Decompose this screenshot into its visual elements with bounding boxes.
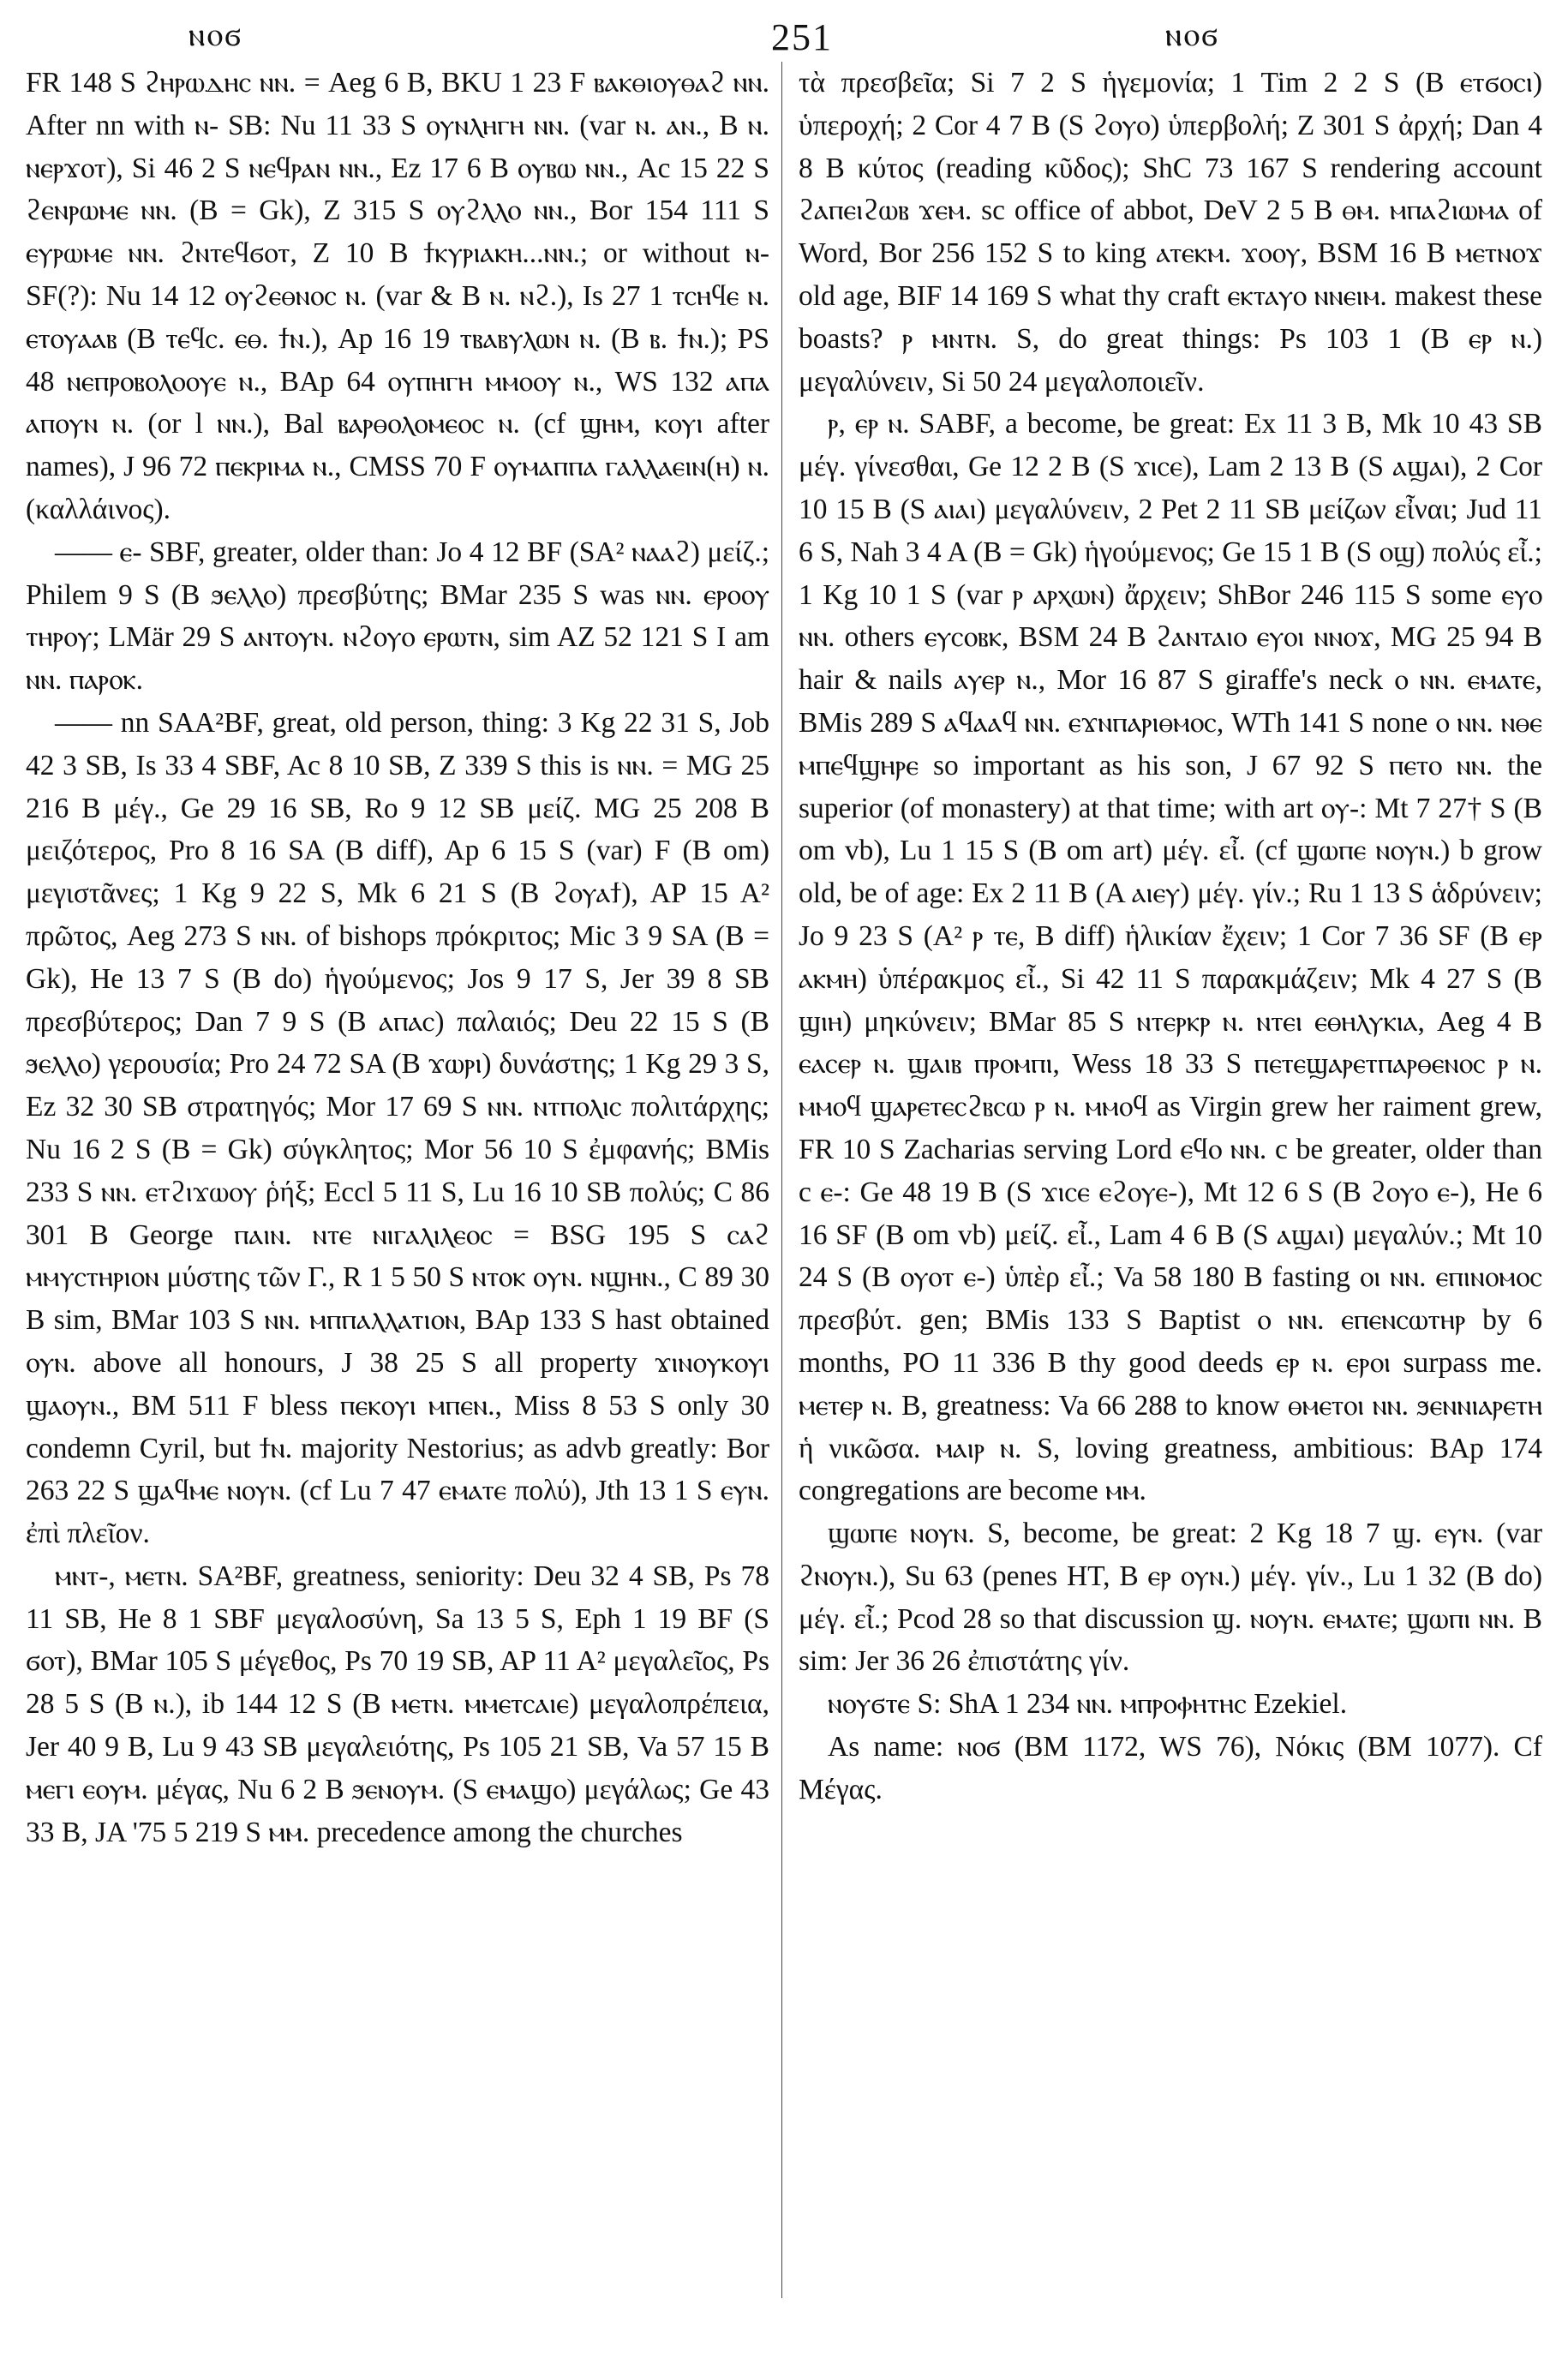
entry-paragraph: —— nn SAA²BF, great, old person, thing: 3 Kg 22 31 S, Job 42 3 SB, Is 33 4 SBF, Ac 8 10 SB, Z 339 S this is ⲛⲛ. = MG 25 216 B μέγ., Ge 29 16 SB, Ro 9 12 SB μείζ. MG 25 208 B μειζότερος, Pro 8 16 SA (B diff), Ap 6 15 S (var) F (B om) μεγιστᾶνες; 1 Kg 9 22 S, Mk 6 21 S (B ϩⲟⲩⲁϯ), AP 15 A² πρῶτος, Aeg 273 S ⲛⲛ. of bishops πρόκριτος; Mic 3 9 SA (B = Gk), He 13 7 S (B do) ἡγούμενος; Jos 9 17 S, Jer 39 8 SB πρεσβύτερος; Dan 7 9 S (B ⲁⲡⲁⲥ) παλαιός; Deu 22 15 S (B ϧⲉⲗⲗⲟ) γερουσία; Pro 24 72 SA (B ϫⲱⲣⲓ) δυνάστης; 1 Kg 29 3 S, Ez 32 30 SB στρατηγός; Mor 17 69 S ⲛⲛ. ⲛⲧⲡⲟⲗⲓⲥ πολιτάρχης; Nu 16 2 S (B = Gk) σύγκλητος; Mor 56 10 S ἐμφανής; BMis 233 S ⲛⲛ. ⲉⲧϩⲓϫⲱⲟⲩ ῥήξ; Eccl 5 11 S, Lu 16 10 SB πολύς; C 86 301 B George ⲡⲁⲓⲛ. ⲛⲧⲉ ⲛⲓⲅⲁⲗⲓⲗⲉⲟⲥ = BSG 195 S ⲥⲁϩ ⲙⲙⲩⲥⲧⲏⲣⲓⲟⲛ μύστης τῶν Γ., R 1 5 50 S ⲛⲧⲟⲕ ⲟⲩⲛ. ⲛϣⲏⲛ., C 89 30 B sim, BMar 103 S ⲛⲛ. ⲙⲡⲡⲁⲗⲗⲁⲧⲓⲟⲛ, BAp 133 S hast obtained ⲟⲩⲛ. above all honours, J 38 25 S all property ϫⲓⲛⲟⲩⲕⲟⲩⲓ ϣⲁⲟⲩⲛ., BM 511 F bless ⲡⲉⲕⲟⲩⲓ ⲙⲡⲉⲛ., Miss 8 53 S only 30 condemn Cyril, but ϯⲛ. majority Nestorius; as advb greatly: Bor 263 22 S ϣⲁϥⲙⲉ ⲛⲟⲩⲛ. (cf Lu 7 47 ⲉⲙⲁⲧⲉ πολύ), Jth 13 1 S ⲉⲩⲛ. ἐπὶ πλεῖον.	[26, 706, 769, 1550]
entry-paragraph: ⲙⲛⲧ-, ⲙⲉⲧⲛ. SA²BF, greatness, seniority: Deu 32 4 SB, Ps 78 11 SB, He 8 1 SBF μεγαλοσύνη, Sa 13 5 S, Eph 1 19 BF (S ϭⲟⲧ), BMar 105 S μέγεθος, Ps 70 19 SB, AP 11 A² μεγαλεῖος, Ps 28 5 S (B ⲛ.), ib 144 12 S (B ⲙⲉⲧⲛ. ⲙⲙⲉⲧⲥⲁⲓⲉ) μεγαλοπρέπεια, Jer 40 9 B, Lu 9 43 SB μεγαλειότης, Ps 105 21 SB, Va 57 15 B ⲙⲉⲅⲓ ⲉⲟⲩⲙ. μέγας, Nu 6 2 B ϧⲉⲛⲟⲩⲙ. (S ⲉⲙⲁϣⲟ) μεγάλως; Ge 43 33 B, JA '75 5 219 S ⲙⲙ. precedence among the churches	[26, 1560, 769, 1848]
entry-paragraph: τὰ πρεσβεῖα; Si 7 2 S ἡγεμονία; 1 Tim 2 2 S (B ⲉⲧϭⲟⲥⲓ) ὑπεροχή; 2 Cor 4 7 B (S ϩⲟⲩⲟ) ὑπερβολή; Z 301 S ἀρχή; Dan 4 8 B κύτος (reading κῦδος); ShC 73 167 S rendering account ϩⲁⲡⲉⲓϩⲱⲃ ϫⲉⲙ. sc office of abbot, DeV 2 5 B ⲑⲙ. ⲙⲡⲁϩⲓⲱⲙⲁ of Word, Bor 256 152 S to king ⲁⲧⲉⲕⲙ. ϫⲟⲟⲩ, BSM 16 B ⲙⲉⲧⲛⲟϫ old age, BIF 14 169 S what thy craft ⲉⲕⲧⲁⲩⲟ ⲛⲛⲉⲓⲙ. makest these boasts? ⲣ ⲙⲛⲧⲛ. S, do great things: Ps 103 1 (B ⲉⲣ ⲛ.) μεγαλύνειν, Si 50 24 μεγαλοποιεῖν.	[799, 67, 1542, 398]
entry-paragraph: ⲛⲟⲩϭⲧⲉ S: ShA 1 234 ⲛⲛ. ⲙⲡⲣⲟⲫⲏⲧⲏⲥ Ezekiel.	[828, 1688, 1348, 1721]
column-divider	[781, 62, 782, 2298]
entry-paragraph: ⲣ, ⲉⲣ ⲛ. SABF, a become, be great: Ex 11 3 B, Mk 10 43 SB μέγ. γίνεσθαι, Ge 12 2 B (S ϫⲓⲥⲉ), Lam 2 13 B (S ⲁϣⲁⲓ), 2 Cor 10 15 B (S ⲁⲓⲁⲓ) μεγαλύνειν, 2 Pet 2 11 SB μείζων εἶναι; Jud 11 6 S, Nah 3 4 A (B = Gk) ἡγούμενος; Ge 15 1 B (S ⲟϣ) πολύς εἶ.; 1 Kg 10 1 S (var ⲣ ⲁⲣⲭⲱⲛ) ἄρχειν; ShBor 246 115 S some ⲉⲩⲟ ⲛⲛ. others ⲉⲩⲥⲟⲃⲕ, BSM 24 B ϩⲁⲛⲧⲁⲓⲟ ⲉⲩⲟⲓ ⲛⲛⲟϫ, MG 25 94 B hair & nails ⲁⲩⲉⲣ ⲛ., Mor 16 87 S giraffe's neck ⲟ ⲛⲛ. ⲉⲙⲁⲧⲉ, BMis 289 S ⲁϥⲁⲁϥ ⲛⲛ. ⲉϫⲛⲡⲁⲣⲓⲑⲙⲟⲥ, WTh 141 S none ⲟ ⲛⲛ. ⲛⲑⲉ ⲙⲡⲉϥϣⲏⲣⲉ so important as his son, J 67 92 S ⲡⲉⲧⲟ ⲛⲛ. the superior (of monastery) at that time; with art ⲟⲩ-: Mt 7 27† S (B om vb), Lu 1 15 S (B om art) μέγ. εἶ. (cf ϣⲱⲡⲉ ⲛⲟⲩⲛ.) b grow old, be of age: Ex 2 11 B (A ⲁⲓⲉⲩ) μέγ. γίν.; Ru 1 13 S ἁδρύνειν; Jo 9 23 S (A² ⲣ ⲧⲉ, B diff) ἡλικίαν ἔχειν; 1 Cor 7 36 SF (B ⲉⲣ ⲁⲕⲙⲏ) ὑπέρακμος εἶ., Si 42 11 S παρακμάζειν; Mk 4 27 S (B ϣⲓⲏ) μηκύνειν; BMar 85 S ⲛⲧⲉⲣⲕⲣ ⲛ. ⲛⲧⲉⲓ ⲉⲑⲏⲗⲩⲕⲓⲁ, Aeg 4 B ⲉⲁⲥⲉⲣ ⲛ. ϣⲁⲓⲃ ⲡⲣⲟⲙⲡⲓ, Wess 18 33 S ⲡⲉⲧⲉϣⲁⲣⲉⲧⲡⲁⲣⲑⲉⲛⲟⲥ ⲣ ⲛ. ⲙⲙⲟϥ ϣⲁⲣⲉⲧⲉⲥϩⲃⲥⲱ ⲣ ⲛ. ⲙⲙⲟϥ as Virgin grew her raiment grew, FR 10 S Zacharias serving Lord ⲉϥⲟ ⲛⲛ. c be greater, older than c ⲉ-: Ge 48 19 B (S ϫⲓⲥⲉ ⲉϩⲟⲩⲉ-), Mt 12 6 S (B ϩⲟⲩⲟ ⲉ-), He 6 16 SF (B om vb) μείζ. εἶ., Lam 4 6 B (S ⲁϣⲁⲓ) μεγαλύν.; Mt 10 24 S (B ⲟⲩⲟⲧ ⲉ-) ὑπὲρ εἶ.; Va 58 180 B fasting ⲟⲓ ⲛⲛ. ⲉⲡⲓⲛⲟⲙⲟⲥ πρεσβύτ. gen; BMis 133 S Baptist ⲟ ⲛⲛ. ⲉⲡⲉⲛⲥⲱⲧⲏⲣ by 6 months, PO 11 336 B thy good deeds ⲉⲣ ⲛ. ⲉⲣⲟⲓ surpass me. ⲙⲉⲧⲉⲣ ⲛ. B, greatness: Va 66 288 to know ⲑⲙⲉⲧⲟⲓ ⲛⲛ. ϧⲉⲛⲛⲓⲁⲣⲉⲧⲏ ἡ νικῶσα. ⲙⲁⲓⲣ ⲛ. S, loving greatness, ambitious: BAp 174 congregations are become ⲙⲙ.	[799, 408, 1542, 1507]
entry-paragraph: —— ⲉ- SBF, greater, older than: Jo 4 12 BF (SA² ⲛⲁⲁϩ) μείζ.; Philem 9 S (B ϧⲉⲗⲗⲟ) πρεσβύτης; BMar 235 S was ⲛⲛ. ⲉⲣⲟⲟⲩ ⲧⲏⲣⲟⲩ; LMär 29 S ⲁⲛⲧⲟⲩⲛ. ⲛϩⲟⲩⲟ ⲉⲣⲱⲧⲛ, sim AZ 52 121 S I am ⲛⲛ. ⲡⲁⲣⲟⲕ.	[26, 536, 769, 697]
page-header	[26, 15, 1542, 58]
entry-paragraph: FR 148 S ϩⲏⲣⲱⲇⲏⲥ ⲛⲛ. = Aeg 6 B, BKU 1 23 F ⲃⲁⲕⲑⲓⲟⲩⲑⲁϩ ⲛⲛ. After nn with ⲛ- SB: Nu 11 33 S ⲟⲩⲛⲗⲏⲅⲏ ⲛⲛ. (var ⲛ. ⲁⲛ., B ⲛ. ⲛⲉⲣϫⲟⲧ), Si 46 2 S ⲛⲉϥⲣⲁⲛ ⲛⲛ., Ez 17 6 B ⲟⲩⲃⲱ ⲛⲛ., Ac 15 22 S ϩⲉⲛⲣⲱⲙⲉ ⲛⲛ. (B = Gk), Z 315 S ⲟⲩϩⲗⲗⲟ ⲛⲛ., Bor 154 111 S ⲉⲩⲣⲱⲙⲉ ⲛⲛ. ϩⲛⲧⲉϥϭⲟⲧ, Z 10 B ϯⲕⲩⲣⲓⲁⲕⲏ...ⲛⲛ.; or without ⲛ- SF(?): Nu 14 12 ⲟⲩϩⲉⲑⲛⲟⲥ ⲛ. (var & B ⲛ. ⲛϩ.), Is 27 1 ⲧⲥⲏϥⲉ ⲛ. ⲉⲧⲟⲩⲁⲁⲃ (B ⲧⲉϥⲥ. ⲉⲑ. ϯⲛ.), Ap 16 19 ⲧⲃⲁⲃⲩⲗⲱⲛ ⲛ. (B ⲃ. ϯⲛ.); PS 48 ⲛⲉⲡⲣⲟⲃⲟⲗⲟⲟⲩⲉ ⲛ., BAp 64 ⲟⲩⲡⲏⲅⲏ ⲙⲙⲟⲟⲩ ⲛ., WS 132 ⲁⲡⲁ ⲁⲡⲟⲩⲛ ⲛ. (or l ⲛⲛ.), Bal ⲃⲁⲣⲑⲟⲗⲟⲙⲉⲟⲥ ⲛ. (cf ϣⲏⲙ, ⲕⲟⲩⲓ after names), J 96 72 ⲡⲉⲕⲣⲓⲙⲁ ⲛ., CMSS 70 F ⲟⲩⲙⲁⲡⲡⲁ ⲅⲁⲗⲗⲁⲉⲓⲛ(ⲏ) ⲛ. (καλλάινος).	[26, 67, 769, 525]
page-number: 251	[771, 16, 833, 58]
entry-paragraph: As name: ⲛⲟϭ (BM 1172, WS 76), Νόκις (BM 1077). Cf Μέγας.	[799, 1731, 1542, 1805]
right-column	[799, 62, 1542, 1811]
header-right-headword: ⲛⲟϭ	[1165, 15, 1220, 53]
header-left-headword: ⲛⲟϭ	[189, 15, 243, 53]
entry-paragraph: ϣⲱⲡⲉ ⲛⲟⲩⲛ. S, become, be great: 2 Kg 18 7 ϣ. ⲉⲩⲛ. (var ϩⲛⲟⲩⲛ.), Su 63 (penes HT, B ⲉⲣ ⲟⲩⲛ.) μέγ. γίν., Lu 1 32 (B do) μέγ. εἶ.; Pcod 28 so that discussion ϣ. ⲛⲟⲩⲛ. ⲉⲙⲁⲧⲉ; ϣⲱⲡⲓ ⲛⲛ. B sim: Jer 36 26 ἐπιστάτης γίν.	[799, 1518, 1542, 1678]
left-column	[26, 62, 769, 1853]
